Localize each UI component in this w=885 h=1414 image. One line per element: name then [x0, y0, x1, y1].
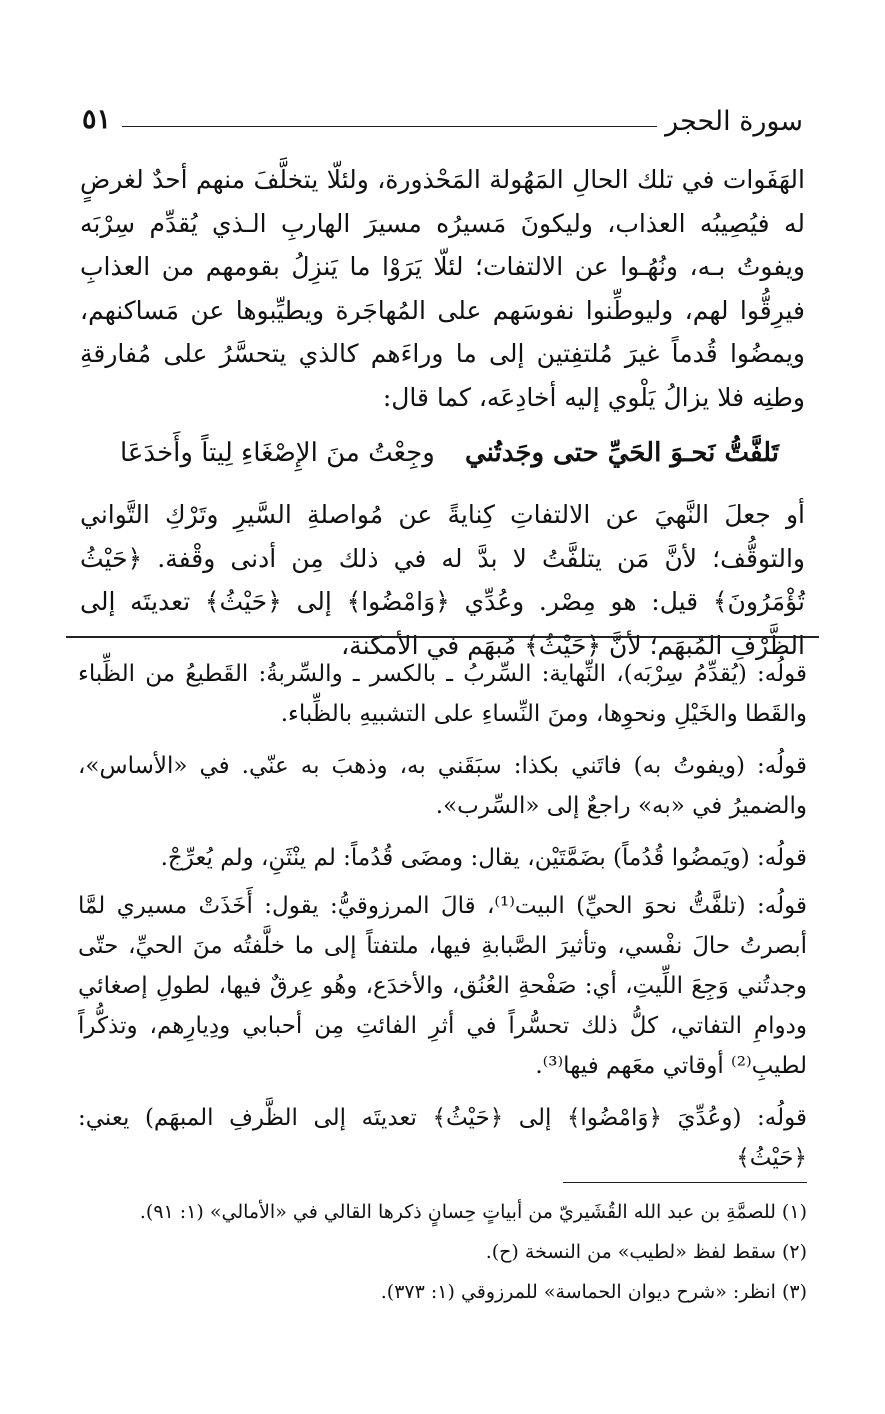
page-number: ٥١ [82, 104, 112, 135]
gloss-notes [78, 654, 807, 1190]
header-rule [122, 126, 657, 127]
footnote: (٣) انظر: «شرح ديوان الحماسة» للمرزوقي (١: ٣٧٣). [380, 1281, 807, 1303]
footnote: (١) للصمَّةِ بن عبد الله القُشَيريّ من أبياتٍ حِسانٍ ذكرها القالي في «الأمالي» (١: ٩١). [139, 1201, 807, 1223]
poem-hemistich-first: تَلفَّتُّ نَحـوَ الحَيِّ حتى وجَدتُني [464, 438, 779, 468]
poem-verse [120, 431, 779, 475]
commentary-paragraph: الهَفَوات في تلك الحالِ المَهُولة المَحْذورة، ولئلّا يتخلَّفَ منهم أحدٌ لغرضٍ له فيُصِيبُه العذاب، وليكونَ مَسيرُه مسيرَ الهاربِ الـذي يُقدِّم سِرْبَه ويفوتُ بـه، ونُهُـوا عن الالتفات؛ لئلّا يَرَوْا ما يَنزِلُ بقومهم من العذابِ فيرِقُّوا لهم، وليوطِّنوا نفوسَهم على المُهاجَرة ويطيِّبوها عن مَساكنهم، ويمضُوا قُدماً غيرَ مُلتفِتين إلى ما وراءَهم كالذي يتحسَّرُ على مُفارقةِ وطنِه فلا يزالُ يَلْوي إليه أخادِعَه، كما قال: [80, 165, 805, 412]
footnote-divider [563, 1182, 807, 1183]
commentary-paragraph: أو جعلَ النَّهيَ عن الالتفاتِ كِنايةً عن مُواصلةِ السَّيرِ وتَرْكِ التَّواني والتوقُّف؛ لأنَّ مَن يتلفَّتُ لا بدَّ له في ذلك مِن أدنى وقْفة. ﴿حَيْثُ تُؤْمَرُونَ﴾ قيل: هو مِصْر. وعُدِّي ﴿وَامْضُوا﴾ إلى ﴿حَيْثُ﴾ تعديتَه إلى الظَّرْفِ المُبهَم؛ لأنَّ ﴿حَيْثُ﴾ مُبهَم في الأمكنة، [80, 500, 805, 660]
gloss-note: قولُه: (تلفَّتُّ نحوَ الحيِّ) البيت⁽¹⁾، قالَ المرزوقيُّ: يقول: أَخَذَتْ مسيري لمَّا أبصرتُ حالَ نفْسي، وتأثيرَ الصَّبابةِ فيها، ملتفتاً إلى ما خلَّفتُه منَ الحيِّ، حتّى وجدتُني وَجِعَ اللِّيتِ، أي: صَفْحةِ العُنُق، والأخدَع، وهُو عِرقٌ فيها، لطولِ إصغائي ودوامِ التفاتي، كلُّ ذلك تحسُّراً في أثرِ الفائتِ مِن أحبابي ودِيارِهم، وتذكُّراً لطيبِ⁽²⁾ أوقاتي معَهم فيها⁽³⁾. [78, 893, 807, 1079]
section-divider [66, 636, 819, 638]
page-header [82, 104, 803, 148]
gloss-note: قولُه: (وعُدِّيَ ﴿وَامْضُوا﴾ إلى ﴿حَيْثُ﴾ تعديتَه إلى الظَّرفِ المبهَم) يعني: ﴿حَيْثُ﴾ [78, 1105, 807, 1171]
gloss-note: قولُه: (ويفوتُ به) فاتَني بكذا: سبَقَني به، وذهبَ به عنّي. في «الأساس»، والضميرُ في «به» راجعٌ إلى «السِّرب». [78, 753, 807, 819]
surah-title: سورة الحجر [665, 106, 803, 137]
footnote: (٢) سقط لفظ «لطيب» من النسخة (ح). [485, 1241, 807, 1263]
commentary-text [80, 158, 805, 667]
gloss-note: قولُه: (ويَمضُوا قُدُماً) بضَمَّتَيْن، يقال: ومضَى قُدُماً: لم ينْثَنِ، ولم يُعرِّجْ. [160, 845, 807, 871]
gloss-note: قولُه: (يُقدِّمُ سِرْبَه)، النِّهاية: السِّربُ ـ بالكسر ـ والسِّربةُ: القَطيعُ من الظِّباء والقَطا والخَيْلِ ونحوِها، ومنَ النِّساءِ على التشبيهِ بالظِّباء. [78, 661, 807, 727]
footnotes [78, 1192, 807, 1312]
poem-hemistich-second: وجِعْتُ منَ الإِصْغَاءِ لِيتاً وأَخدَعَا [120, 438, 435, 468]
